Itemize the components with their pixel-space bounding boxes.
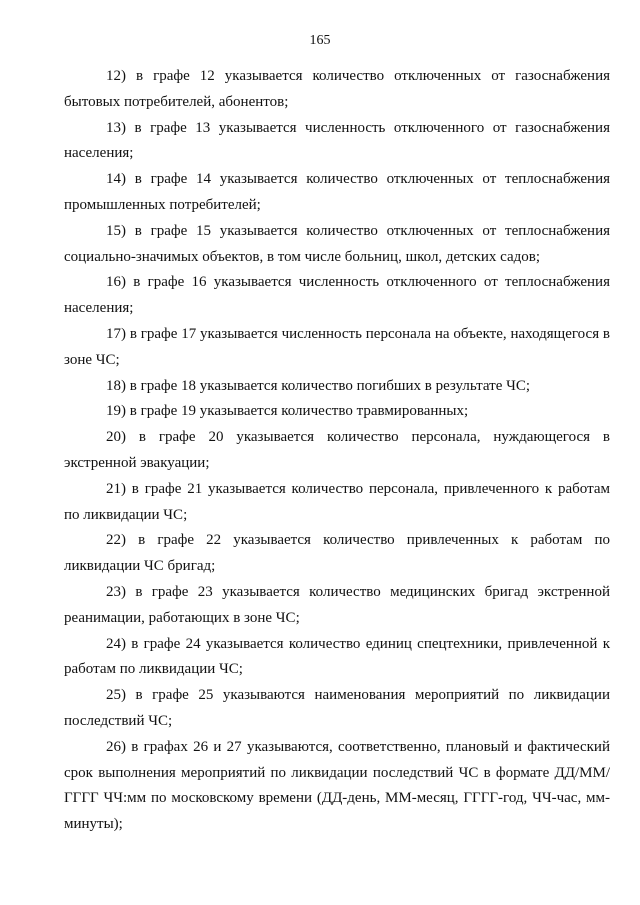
paragraph-item-23: 23) в графе 23 указывается количество медицинских бригад экстренной реанимации, работающих в зоне ЧС; [64, 583, 610, 626]
paragraph-item-26: 26) в графах 26 и 27 указываются, соответственно, плановый и фактический срок выполнения мероприятий по ликвидации последствий ЧС в формате ДД/ММ/ГГГГ ЧЧ:мм по московскому времени (ДД-день, ММ-месяц, ГГГГ-год, ЧЧ-час, мм-минуты); [64, 738, 610, 833]
paragraph-item-24: 24) в графе 24 указывается количество единиц спецтехники, привлеченной к работам по ликвидации ЧС; [64, 635, 610, 678]
paragraph-item-15: 15) в графе 15 указывается количество отключенных от теплоснабжения социально-значимых объектов, в том числе больниц, школ, детских садов; [64, 222, 610, 265]
paragraph-item-14: 14) в графе 14 указывается количество отключенных от теплоснабжения промышленных потребителей; [64, 171, 610, 213]
paragraph-item-12: 12) в графе 12 указывается количество отключенных от газоснабжения бытовых потребителей, абонентов; [64, 68, 610, 110]
page-number: 165 [309, 33, 331, 48]
paragraph-item-16: 16) в графе 16 указывается численность отключенного от теплоснабжения населения; [64, 274, 610, 317]
paragraph-item-17: 17) в графе 17 указывается численность персонала на объекте, находящегося в зоне ЧС; [64, 325, 610, 368]
document-body [64, 64, 610, 838]
paragraph-item-20: 20) в графе 20 указывается количество персонала, нуждающегося в экстренной эвакуации; [64, 429, 610, 471]
paragraph-item-21: 21) в графе 21 указывается количество персонала, привлеченного к работам по ликвидации ЧС; [64, 480, 610, 523]
paragraph-item-18: 18) в графе 18 указывается количество погибших в результате ЧС; [106, 377, 531, 394]
paragraph-item-22: 22) в графе 22 указывается количество привлеченных к работам по ликвидации ЧС бригад; [64, 532, 610, 575]
paragraph-item-13: 13) в графе 13 указывается численность отключенного от газоснабжения населения; [64, 119, 610, 162]
paragraph-item-25: 25) в графе 25 указываются наименования мероприятий по ликвидации последствий ЧС; [64, 687, 610, 729]
paragraph-item-19: 19) в графе 19 указывается количество травмированных; [106, 403, 469, 420]
